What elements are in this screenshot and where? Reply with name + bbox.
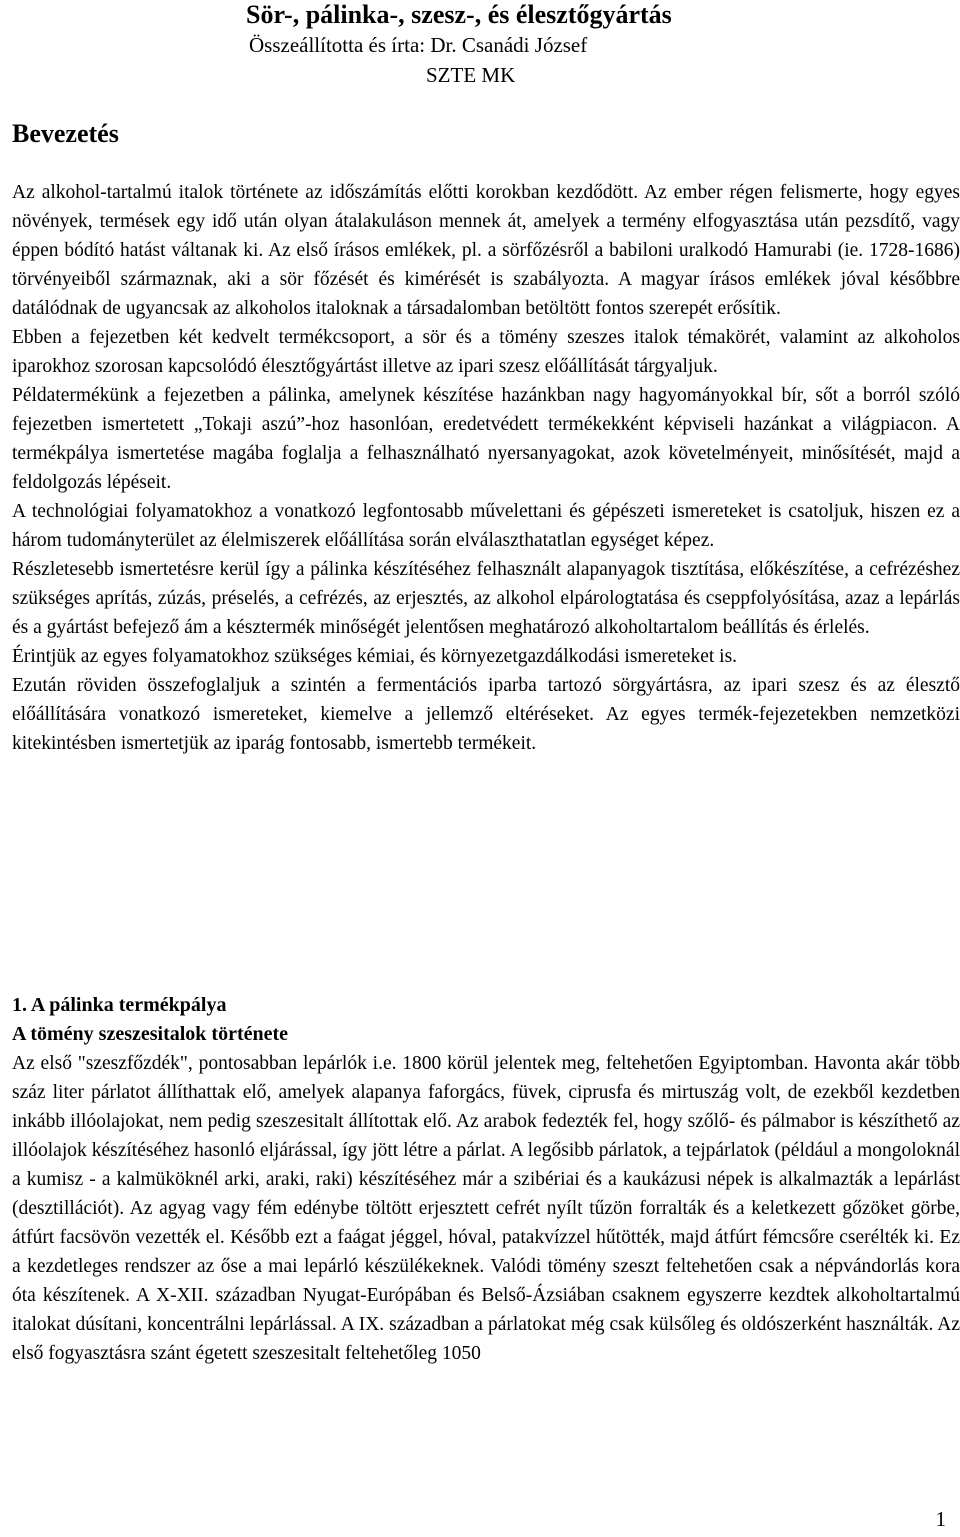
document-author: Összeállította és írta: Dr. Csanádi József — [249, 33, 588, 57]
intro-paragraph: Ebben a fejezetben két kedvelt termékcsoport, a sör és a tömény szeszes italok témakörét, valamint az alkoholos iparokhoz szorosan kapcsolódó élesztőgyártást illetve az ipari szesz előállítását tárgyaljuk. — [12, 327, 960, 377]
intro-paragraph: Az alkohol-tartalmú italok története az időszámítás előtti korokban kezdődött. Az ember régen felismerte, hogy egyes növények, termések egy idő után olyan átalakuláson mennek át, amelyek a termény elfogyasztása után pezsdítő, vagy éppen bódító hatást váltanak ki. Az első írásos emlékek, pl. a sörfőzésről a babiloni uralkodó Hamurabi (ie. 1728-1686) törvényeiből származnak, aki a sör főzését és kimérését is szabályozta. A magyar írásos emlékek jóval későbbre datálódnak de ugyancsak az alkoholos italoknak a társadalomban betöltött fontos szerepét erősítik. — [12, 182, 960, 319]
intro-section — [12, 178, 960, 758]
chapter-paragraph: Az első "szeszfőzdék", pontosabban lepárlók i.e. 1800 körül jelentek meg, feltehetően Egyiptomban. Havonta akár több száz liter párlatot állíthattak elő, amelyek alapanya faforgács, füvek, ciprusfa és mirtuszág volt, de ezekből kezdetben inkább illóolajokat, nem pedig szeszesitalt állítottak elő. Az arabok fedezték fel, hogy szőlő- és pálmabor is készíthető az illóolajok készítéséhez hasonló eljárással, így jött létre a párlat. A legősibb párlatok, a tejpárlatok (például a mongoloknál a kumisz - a kalmüköknél arki, araki, raki) készítéséhez már a szibériai és a kaukázusi népek is alkalmazták a lepárlást (desztillációt). Az agyag vagy fém edénybe töltött erjesztett cefrét nyílt tűzön forralták és a keletkezett gőzöket görbe, átfúrt facsövön vezették el. Később ezt a faágat jéggel, hóval, patakvízzel hűtötték, majd átfúrt fémcsőre cserélték ki. Ez a kezdetleges rendszer az őse a mai lepárló készülékeknek. Valódi tömény szeszt feltehetően csak a népvándorlás kora óta készítenek. A X-XII. században Nyugat-Európában és Belső-Ázsiában csaknem egyszerre kezdtek alkoholtartalmú italokat dúsítani, koncentrálni lepárlással. A IX. században a párlatokat még csak külsőleg és oldószerként használták. Az első fogyasztásra szánt égetett szeszesitalt feltehetőleg 1050 — [12, 1053, 960, 1364]
chapter-section — [12, 991, 960, 1368]
intro-paragraph: Részletesebb ismertetésre kerül így a pálinka készítéséhez felhasznált alapanyagok tisztítása, előkészítése, a cefrézéshez szükséges aprítás, zúzás, préselés, a cefrézés, az erjesztés, az alkohol elpárologtatása és cseppfolyósítása, azaz a lepárlás és a gyártást befejező ám a késztermék minőségét jelentősen meghatározó alkoholtartalom beállítás és érlelés. — [12, 559, 960, 638]
intro-paragraph: Példatermékünk a fejezetben a pálinka, amelynek készítése hazánkban nagy hagyományokkal bír, sőt a borról szóló fejezetben ismertetett „Tokaji aszú”-hoz hasonlóan, eredetvédett termékekként képviseli hazánkat a világpiacon. A termékpálya ismertetése magába foglalja a felhasználható nyersanyagokat, azok követelményeit, minősítését, majd a feldolgozás lépéseit. — [12, 385, 960, 493]
chapter-heading: 1. A pálinka termékpálya — [12, 994, 227, 1016]
subchapter-heading: A tömény szeszesitalok története — [12, 1023, 289, 1045]
intro-paragraph: Érintjük az egyes folyamatokhoz szükséges kémiai, és környezetgazdálkodási ismereteket is. — [12, 646, 738, 667]
intro-paragraph: A technológiai folyamatokhoz a vonatkozó legfontosabb művelettani és gépészeti ismereteket is csatoljuk, hiszen ez a három tudományterület az élelmiszerek előállítása során elválaszthatatlan egységet képez. — [12, 501, 960, 551]
document-title: Sör-, pálinka-, szesz-, és élesztőgyártás — [246, 0, 672, 29]
document-affiliation: SZTE MK — [426, 63, 516, 87]
page-number: 1 — [935, 1507, 946, 1531]
intro-heading: Bevezetés — [12, 119, 119, 148]
intro-paragraph: Ezután röviden összefoglaljuk a szintén a fermentációs iparba tartozó sörgyártásra, az ipari szesz és az élesztő előállítására vonatkozó ismereteket, kiemelve a jellemző eltéréseket. Az egyes termék-fejezetekben nemzetközi kitekintésben ismertetjük az iparág fontosabb, ismertebb termékeit. — [12, 675, 960, 754]
